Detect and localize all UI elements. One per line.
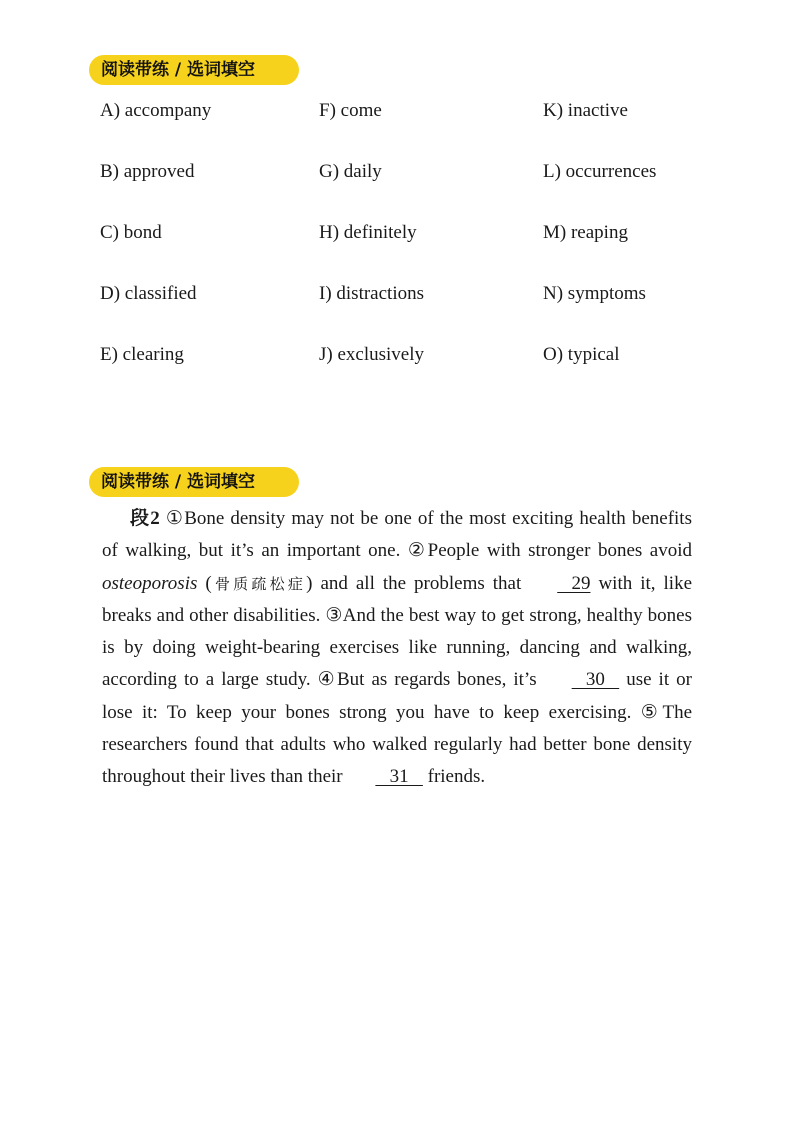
passage-text: with it, like breaks and other disabilities. ③And the best way to get strong, healthy bones is by doing weight-bearing exercises like running, dancing and walking, according to a large study. ④But as regards bones, it’s [102,572,693,691]
paragraph-label: 段2 [130,508,160,529]
passage-text: ) [306,572,313,594]
blank-30[interactable]: 30 [571,669,620,691]
section-badge: 阅读带练 / 选词填空 [89,467,299,497]
italic-term: osteoporosis [102,572,198,594]
option-l: L) occurrences [543,161,657,182]
option-g: G) daily [319,161,382,182]
passage-text: ( [197,572,212,594]
blank-29[interactable]: 29 [557,572,591,594]
paragraph [102,503,692,794]
option-a: A) accompany [100,100,212,121]
option-c: C) bond [100,222,162,243]
option-h: H) definitely [319,222,417,243]
chinese-gloss: 骨质疏松症 [211,574,307,593]
passage-text: and all the problems that [312,572,530,594]
option-o: O) typical [543,344,620,365]
option-j: J) exclusively [319,344,425,365]
option-f: F) come [319,100,382,121]
passage-text: friends. [422,766,486,788]
passage-text: use it or lose it: To keep your bones strong you have to keep exercising. ⑤The researchers found that adults who walked regularly had better bone density throughout their lives than their [102,669,692,788]
option-i: I) distractions [319,283,425,304]
blank-31[interactable]: 31 [375,766,423,788]
option-e: E) clearing [100,344,184,365]
option-d: D) classified [100,283,197,304]
passage-text: ①Bone density may not be one of the most exciting health benefits of walking, but it’s an important one. ②People with stronger bones avoid [102,508,692,562]
option-n: N) symptoms [543,283,646,304]
option-b: B) approved [100,161,195,182]
reading-passage [102,503,692,794]
option-m: M) reaping [543,222,628,243]
section-badge: 阅读带练 / 选词填空 [89,55,299,85]
option-k: K) inactive [543,100,628,121]
